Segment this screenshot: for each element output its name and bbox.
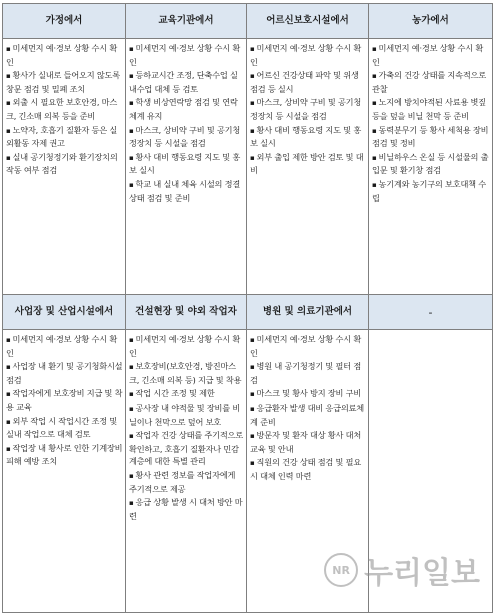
guideline-item: ▪ 학교 내 실내 체육 시설의 정결 상태 점검 및 준비 (129, 178, 244, 204)
cell-industry (3, 330, 126, 613)
cell-home (3, 39, 126, 295)
guideline-item: ▪ 비닐하우스 온실 등 시설물의 출입문 및 환기창 점검 (372, 151, 490, 177)
cell-construction (126, 330, 247, 613)
header-construction: 건설현장 및 야외 작업자 (126, 295, 247, 330)
guideline-item: ▪ 농기계와 농기구의 보호대책 수립 (372, 178, 490, 204)
guideline-item: ▪ 학생 비상연락망 점검 및 연락체계 유지 (129, 96, 244, 122)
header-hospital: 병원 및 의료기관에서 (247, 295, 369, 330)
guideline-item: ▪ 미세먼지 예·경보 상황 수시 확인 (372, 42, 490, 68)
header-empty: - (369, 295, 493, 330)
guideline-item: ▪ 마스크 및 황사 방지 장비 구비 (250, 387, 366, 401)
guideline-item: ▪ 미세먼지 예·경보 상황 수시 확인 (6, 42, 123, 68)
guideline-item: ▪ 미세먼지 예·경보 상황 수시 확인 (129, 333, 244, 359)
guideline-item: ▪ 동력분무기 등 황사 세척용 장비 점검 및 정비 (372, 124, 490, 150)
guideline-item: ▪ 직원의 건강 상태 점검 및 필요시 대체 인력 마련 (250, 456, 366, 482)
header-school: 교육기관에서 (126, 4, 247, 39)
cell-farm (369, 39, 493, 295)
news-watermark (324, 549, 480, 591)
guideline-item: ▪ 노지에 방치야적된 사료용 볏짚 등을 덮을 비닐 천막 등 준비 (372, 96, 490, 122)
guideline-item: ▪ 황사 대비 행동요령 지도 및 홍보 실시 (250, 124, 366, 150)
guideline-item: ▪ 미세먼지 예·경보 상황 수시 확인 (250, 333, 366, 359)
guideline-item: ▪ 마스크, 상비약 구비 및 공기청정장치 등 시설을 점검 (250, 96, 366, 122)
news-logo-icon: NR (324, 553, 358, 587)
guideline-item: ▪ 황사가 실내로 들어오지 않도록 창문 점검 및 밀폐 조치 (6, 69, 123, 95)
header-farm: 농가에서 (369, 4, 493, 39)
guideline-item: ▪ 외부 출입 제한 방안 검토 및 대비 (250, 151, 366, 177)
guideline-item: ▪ 병원 내 공기청정기 및 필터 점검 (250, 360, 366, 386)
guideline-item: ▪ 어르신 건강상태 파악 및 위생점검 등 실시 (250, 69, 366, 95)
guideline-item: ▪ 미세먼지 예·경보 상황 수시 확인 (129, 42, 244, 68)
guideline-item: ▪ 외부 작업 시 작업시간 조정 및 실내 작업으로 대체 검토 (6, 415, 123, 441)
watermark-text: 누리일보 (364, 556, 480, 591)
guideline-item: ▪ 공사장 내 야적물 및 장비를 비닐이나 천막으로 덮어 보호 (129, 402, 244, 428)
guideline-item: ▪ 작업자에게 보호장비 지급 및 착용 교육 (6, 387, 123, 413)
guideline-item: ▪ 외출 시 필요한 보호안경, 마스크, 긴소매 의복 등을 준비 (6, 96, 123, 122)
guideline-item: ▪ 미세먼지 예·경보 상황 수시 확인 (250, 42, 366, 68)
cell-elderly-facility (247, 39, 369, 295)
guideline-item: ▪ 사업장 내 환기 및 공기청화시설 점검 (6, 360, 123, 386)
guideline-item: ▪ 보호장비(보호안경, 방진마스크, 긴소매 의복 등) 지급 및 착용 (129, 360, 244, 386)
header-industry: 사업장 및 산업시설에서 (3, 295, 126, 330)
disaster-guide-table (2, 3, 493, 613)
guideline-item: ▪ 작업 시간 조정 및 제한 (129, 387, 244, 401)
header-row-1 (3, 4, 493, 39)
guideline-item: ▪ 작업장 내 황사로 인한 기계장비 피해 예방 조치 (6, 442, 123, 468)
guideline-item: ▪ 응급환자 발생 대비 응급의료체계 준비 (250, 402, 366, 428)
guideline-item: ▪ 미세먼지 예·경보 상황 수시 확인 (6, 333, 123, 359)
header-home: 가정에서 (3, 4, 126, 39)
guideline-item: ▪ 황사 대비 행동요령 지도 및 홍보 실시 (129, 151, 244, 177)
guideline-item: ▪ 실내 공기청정기와 환기장치의 작동 여부 점검 (6, 151, 123, 177)
guideline-item: ▪ 작업자 건강 상태를 주기적으로 확인하고, 호흡기 질환자나 민감계층에 대한 특별 관리 (129, 429, 244, 468)
guideline-item: ▪ 방문자 및 환자 대상 황사 대처 교육 및 안내 (250, 429, 366, 455)
guideline-item: ▪ 황사 관련 정보를 작업자에게 주기적으로 제공 (129, 469, 244, 495)
cell-school (126, 39, 247, 295)
guideline-item: ▪ 응급 상황 발생 시 대처 방안 마련 (129, 496, 244, 522)
header-elderly-facility: 어르신보호시설에서 (247, 4, 369, 39)
guideline-item: ▪ 노약자, 호흡기 질환자 등은 실외활동 자제 권고 (6, 124, 123, 150)
guideline-item: ▪ 가축의 건강 상태를 지속적으로 관찰 (372, 69, 490, 95)
body-row-1 (3, 39, 493, 295)
header-row-2 (3, 295, 493, 330)
guideline-item: ▪ 등하교시간 조정, 단축수업 실내수업 대체 등 검토 (129, 69, 244, 95)
guideline-item: ▪ 마스크, 상비약 구비 및 공기청정장치 등 시설을 점검 (129, 124, 244, 150)
